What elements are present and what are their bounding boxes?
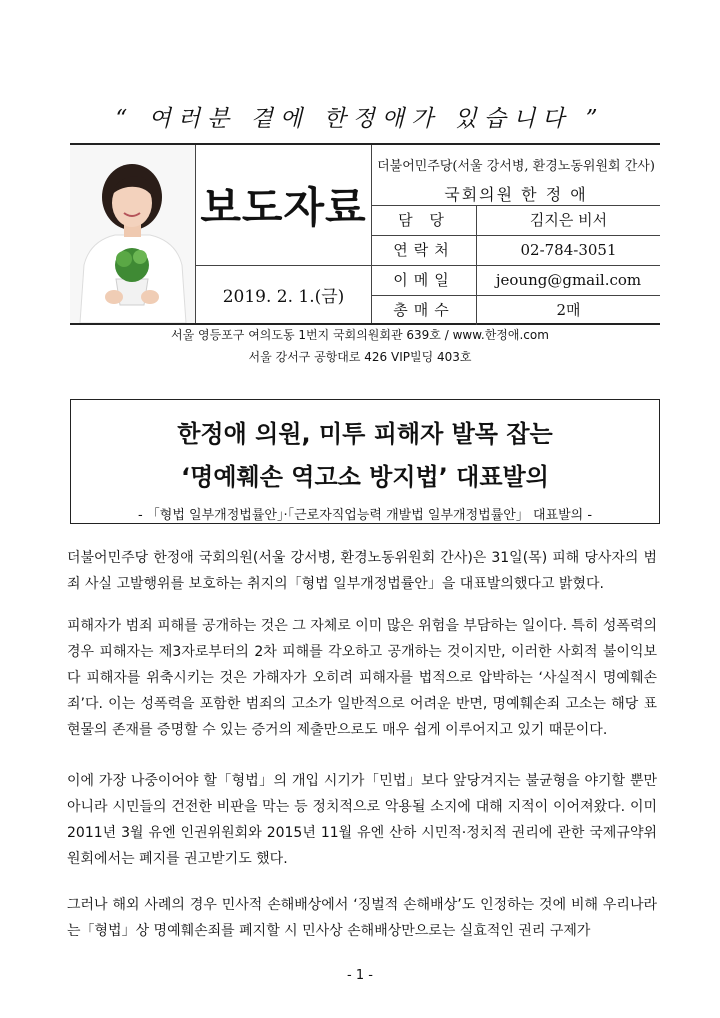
paragraph: 이에 가장 나중이어야 할「형법」의 개입 시기가「민법」보다 앞당겨지는 불균형을 야기할 뿐만 아니라 시민들의 건전한 비판을 막는 등 정치적으로 악용될 소지에 대해 지적이 이어져왔다. 이미 2011년 3월 유엔 인권위원회와 2015년 11월 유엔 산하 시민적·정치적 권리에 관한 국제규약위원회에서는 폐지를 권고받기도 했다. (67, 773, 657, 867)
lawmaker-name: 국회의원 한 정 애 (444, 185, 588, 204)
pages-label: 총매수 (372, 296, 477, 325)
lawmaker-photo (70, 145, 196, 323)
email-value: jeoung@gmail.com (495, 271, 642, 289)
office-address: 서울 영등포구 여의도동 1번지 국회의원회관 639호 / www.한정애.com (171, 328, 549, 342)
pages-value: 2매 (556, 301, 581, 319)
page-number: - 1 - (347, 968, 373, 983)
paragraph: 더불어민주당 한정애 국회의원(서울 강서병, 환경노동위원회 간사)은 31일(목) 피해 당사자의 범죄 사실 고발행위를 보호하는 취지의「형법 일부개정법률안」을 대표발의했다고 밝혔다. (67, 550, 657, 592)
email-label: 이메일 (372, 266, 477, 295)
phone-label: 연락처 (372, 236, 477, 265)
press-release-header (70, 143, 660, 325)
release-date: 2019. 2. 1.(금) (196, 266, 372, 323)
phone-row (372, 236, 660, 266)
phone-value: 02-784-3051 (520, 241, 617, 259)
contact-value: 김지은 비서 (529, 211, 608, 229)
email-row (372, 266, 660, 296)
headline-box (70, 399, 660, 524)
headline-line2: ‘명예훼손 역고소 방지법’ 대표발의 (181, 463, 549, 491)
paragraph: 그러나 해외 사례의 경우 민사적 손해배상에서 ‘징벌적 손해배상’도 인정하는 것에 비해 우리나라는「형법」상 명예훼손죄를 폐지할 시 민사상 손해배상만으로는 실효적인 권리 구제가 (67, 897, 657, 939)
party-affiliation: 더불어민주당(서울 강서병, 환경노동위원회 간사) (377, 159, 655, 174)
headline-line1: 한정애 의원, 미투 피해자 발목 잡는 (177, 420, 553, 448)
contact-label: 담 당 (372, 206, 477, 235)
pages-row (372, 296, 660, 325)
slogan: “ 여러분 곁에 한정애가 있습니다 ” (115, 106, 605, 132)
press-release-title: 보도자료 (196, 145, 372, 266)
paragraph: 피해자가 범죄 피해를 공개하는 것은 그 자체로 이미 많은 위험을 부담하는 일이다. 특히 성폭력의 경우 피해자는 제3자로부터의 2차 피해를 각오하고 공개하는 것이지만, 이러한 사회적 불이익보다 피해자를 위축시키는 것은 가해자가 오히려 피해자를 법적으로 압박하는 ‘사실적시 명예훼손죄’다. 이는 성폭력을 포함한 범죄의 고소가 일반적으로 어려운 반면, 명예훼손죄 고소는 해당 표현물의 존재를 증명할 수 있는 증거의 제출만으로도 매우 쉽게 이루어지고 있기 때문이다. (67, 618, 657, 738)
local-office-address: 서울 강서구 공항대로 426 VIP빌딩 403호 (248, 350, 472, 364)
headline-subtitle: - 「형법 일부개정법률안」·「근로자직업능력 개발법 일부개정법률안」 대표발의 - (137, 508, 593, 523)
organization (372, 145, 660, 206)
contact-row (372, 206, 660, 236)
